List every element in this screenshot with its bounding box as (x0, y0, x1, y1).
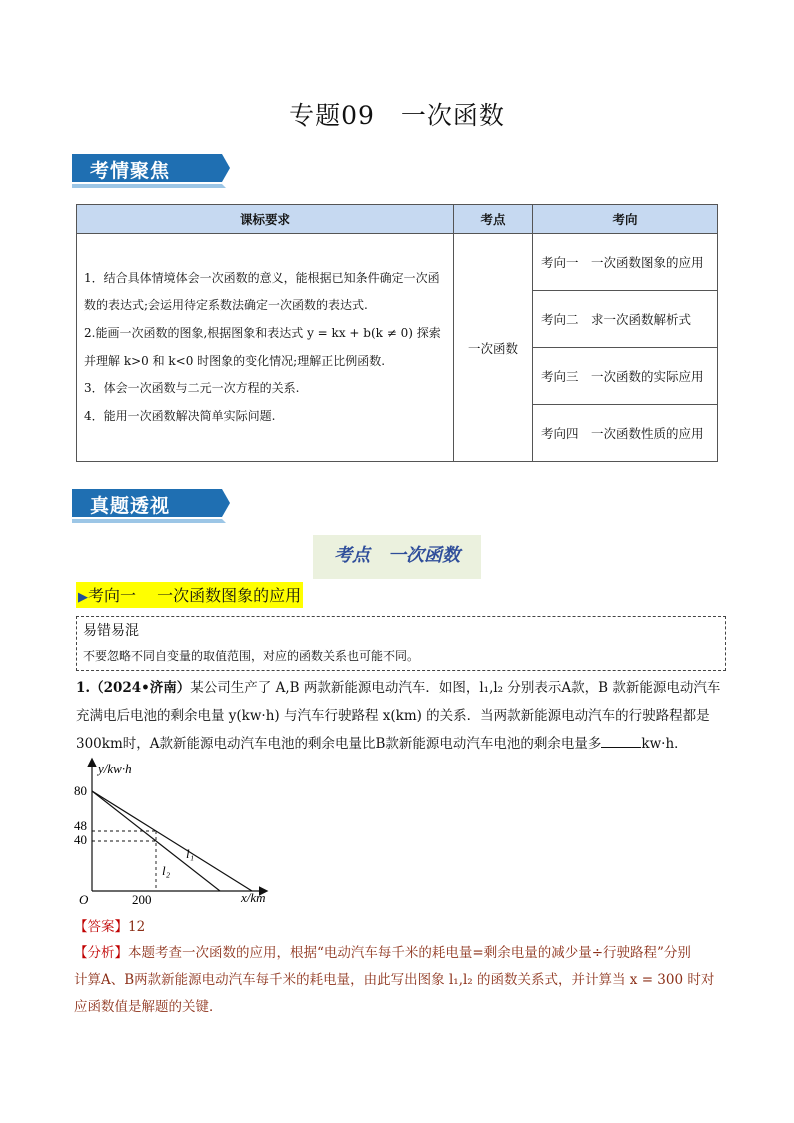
question-line: 充满电后电池的剩余电量 y(kw·h) 与汽车行驶路程 x(km) 的关系．当两款新能源电动汽车的行驶路程都是 (76, 708, 710, 724)
answer-tag: 【答案】 (74, 919, 128, 935)
y-tick-label: 40 (74, 832, 87, 847)
caution-box (76, 616, 726, 671)
answer-blank (601, 733, 641, 748)
requirements-cell (77, 234, 454, 462)
triangle-right-icon: ▶ (78, 590, 88, 605)
answer-value: 12 (128, 919, 146, 935)
direction-cell: 考向二 求一次函数解析式 (533, 291, 718, 348)
table-header: 课标要求 (77, 205, 454, 234)
answer (74, 915, 145, 935)
banner-label: 真题透视 (90, 495, 171, 517)
direction-heading (76, 582, 303, 608)
analysis-line: 本题考查一次函数的应用，根据“电动汽车每千米的耗电量=剩余电量的减少量÷行驶路程”分别 (128, 945, 691, 961)
analysis (74, 940, 726, 1021)
question-number: 1. (76, 680, 91, 696)
curriculum-table (76, 204, 718, 462)
direction-cell: 考向三 一次函数的实际应用 (533, 348, 718, 405)
table-header: 考点 (454, 205, 533, 234)
question-line: 某公司生产了 A,B 两款新能源电动汽车．如图，l₁,l₂ 分别表示A款，B 款新能源电动汽车 (190, 680, 721, 696)
graph-svg (66, 756, 296, 906)
requirement-item: 4．能用一次函数解决简单实际问题. (84, 408, 276, 423)
section-banner-1 (72, 150, 230, 186)
l1-label: l₁ (186, 846, 195, 861)
l2-label: l₂ (162, 863, 171, 878)
direction-heading-text: 考向一 一次函数图象的应用 (88, 586, 302, 605)
table-header: 考向 (533, 205, 718, 234)
x-tick-label: 200 (132, 892, 152, 906)
kaodian-title: 考点 一次函数 (313, 535, 481, 579)
requirement-item: 3．体会一次函数与二元一次方程的关系. (84, 381, 300, 396)
x-axis-label: x/km (241, 890, 266, 905)
section-banner-2 (72, 485, 230, 521)
y-axis-label: y/kw·h (98, 761, 132, 776)
analysis-line: 应函数值是解题的关键． (74, 999, 223, 1015)
direction-cell: 考向四 一次函数性质的应用 (533, 405, 718, 462)
kaodian-cell: 一次函数 (454, 234, 533, 462)
question-unit: kw·h． (641, 736, 688, 752)
analysis-line: 计算A、B两款新能源电动汽车每千米的耗电量，由此写出图象 l₁,l₂ 的函数关系式，并计算当 x = 300 时对 (74, 972, 715, 988)
question (76, 674, 726, 758)
question-line: 300km时，A款新能源电动汽车电池的剩余电量比B款新能源电动汽车电池的剩余电量多 (76, 736, 602, 752)
page-title: 专题09 一次函数 (289, 101, 505, 130)
requirement-item: 2.能画一次函数的图象,根据图象和表达式 y = kx + b(k ≠ 0) 探索并理解 k>0 和 k<0 时图象的变化情况;理解正比例函数. (84, 325, 441, 368)
y-tick-label: 48 (74, 818, 87, 833)
y-tick-label: 80 (74, 783, 87, 798)
line-graph (66, 756, 296, 910)
origin-label: O (79, 892, 89, 906)
requirement-item: 1．结合具体情境体会一次函数的意义，能根据已知条件确定一次函数的表达式;会运用待定系数法确定一次函数的表达式. (84, 270, 440, 313)
question-source: （2024•济南） (90, 680, 191, 696)
direction-cell: 考向一 一次函数图象的应用 (533, 234, 718, 291)
banner-label: 考情聚焦 (90, 160, 171, 182)
analysis-tag: 【分析】 (74, 945, 128, 961)
caution-heading: 易错易混 (83, 623, 139, 639)
caution-body: 不要忽略不同自变量的取值范围，对应的函数关系也可能不同。 (83, 649, 420, 663)
